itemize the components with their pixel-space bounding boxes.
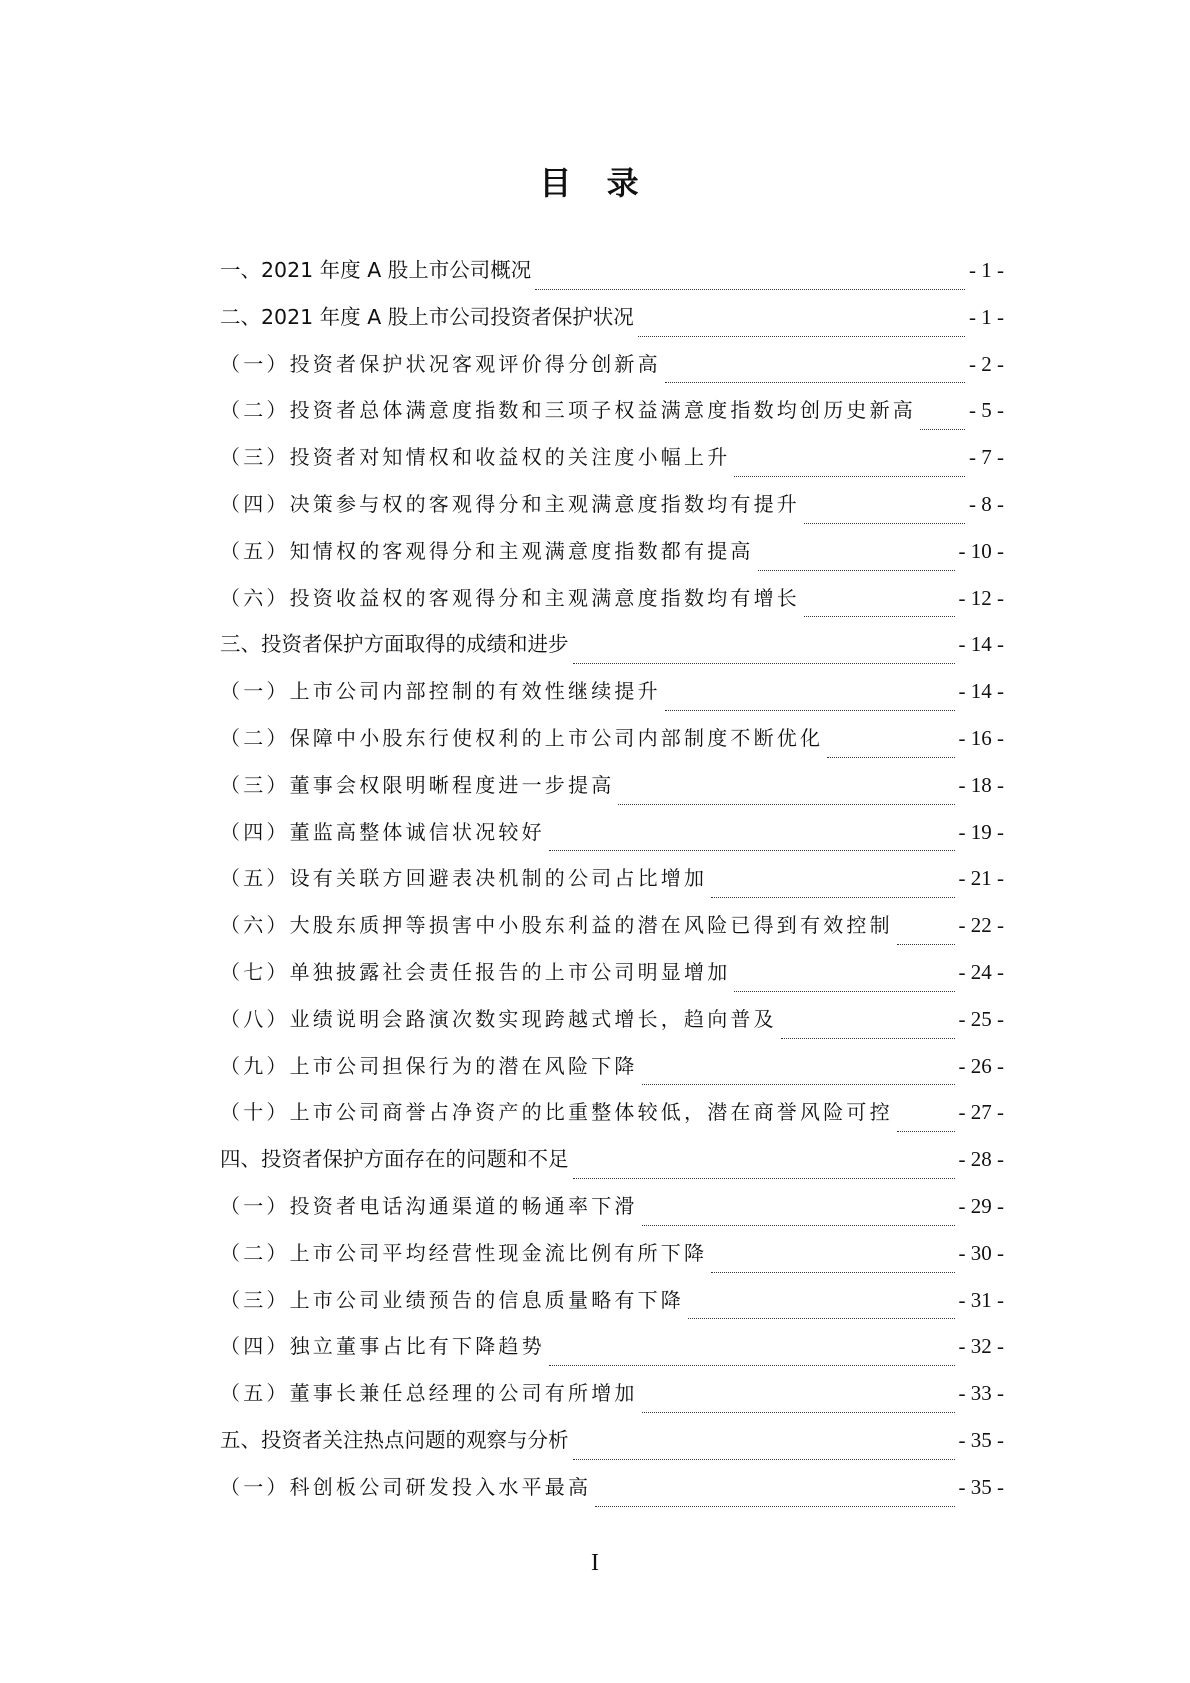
toc-dot-leader	[642, 1225, 955, 1226]
toc-entry-label: （一）科创板公司研发投入水平最高	[220, 1474, 592, 1499]
toc-entry[interactable]	[220, 483, 1004, 530]
toc-entry-page-number: - 19 -	[958, 819, 1004, 844]
toc-entry[interactable]	[220, 1419, 1004, 1466]
toc-dot-leader	[535, 289, 965, 290]
table-of-contents	[220, 249, 1004, 1513]
toc-entry-page-number: - 26 -	[958, 1053, 1004, 1078]
toc-dot-leader	[804, 523, 965, 524]
toc-entry-label: （五）知情权的客观得分和主观满意度指数都有提高	[220, 538, 754, 563]
toc-dot-leader	[781, 1038, 955, 1039]
toc-entry[interactable]	[220, 764, 1004, 811]
toc-entry-label: （九）上市公司担保行为的潜在风险下降	[220, 1053, 638, 1078]
page-title: 目 录	[539, 164, 651, 202]
toc-entry-label: （六）大股东质押等损害中小股东利益的潜在风险已得到有效控制	[220, 913, 893, 938]
toc-dot-leader	[573, 1459, 955, 1460]
toc-entry-label: （一）上市公司内部控制的有效性继续提升	[220, 679, 661, 704]
toc-entry-page-number: - 10 -	[958, 538, 1004, 563]
toc-entry-page-number: - 35 -	[958, 1427, 1004, 1452]
toc-entry-label: （六）投资收益权的客观得分和主观满意度指数均有增长	[220, 585, 800, 610]
toc-dot-leader	[573, 1178, 955, 1179]
toc-entry[interactable]	[220, 998, 1004, 1045]
toc-entry-page-number: - 31 -	[958, 1287, 1004, 1312]
toc-entry-page-number: - 16 -	[958, 725, 1004, 750]
toc-entry-page-number: - 35 -	[958, 1474, 1004, 1499]
toc-entry[interactable]	[220, 717, 1004, 764]
toc-entry-page-number: - 1 -	[969, 304, 1004, 329]
toc-entry[interactable]	[220, 951, 1004, 998]
toc-entry[interactable]	[220, 1325, 1004, 1372]
toc-entry-label: （五）董事长兼任总经理的公司有所增加	[220, 1381, 638, 1406]
toc-entry-label: （三）投资者对知情权和收益权的关注度小幅上升	[220, 445, 731, 470]
toc-entry-label: 五、投资者关注热点问题的观察与分析	[220, 1427, 569, 1452]
toc-entry[interactable]	[220, 1279, 1004, 1326]
toc-entry[interactable]	[220, 1185, 1004, 1232]
toc-entry-label: （一）投资者电话沟通渠道的畅通率下滑	[220, 1193, 638, 1218]
toc-entry[interactable]	[220, 530, 1004, 577]
toc-dot-leader	[618, 804, 954, 805]
toc-entry-page-number: - 12 -	[958, 585, 1004, 610]
toc-dot-leader	[711, 897, 954, 898]
toc-entry-label: （一）投资者保护状况客观评价得分创新高	[220, 351, 661, 376]
toc-entry-label: （四）独立董事占比有下降趋势	[220, 1334, 545, 1359]
toc-entry[interactable]	[220, 436, 1004, 483]
toc-entry[interactable]	[220, 811, 1004, 858]
toc-entry-label: （三）董事会权限明晰程度进一步提高	[220, 772, 615, 797]
toc-entry-label: （十）上市公司商誉占净资产的比重整体较低，潜在商誉风险可控	[220, 1100, 893, 1125]
toc-dot-leader	[897, 1131, 955, 1132]
toc-dot-leader	[688, 1318, 955, 1319]
toc-entry[interactable]	[220, 623, 1004, 670]
page-number: I	[591, 1550, 599, 1576]
toc-entry[interactable]	[220, 1091, 1004, 1138]
toc-dot-leader	[549, 1365, 955, 1366]
toc-entry-page-number: - 30 -	[958, 1240, 1004, 1265]
toc-dot-leader	[642, 1084, 955, 1085]
toc-entry[interactable]	[220, 343, 1004, 390]
toc-dot-leader	[734, 991, 954, 992]
toc-dot-leader	[897, 944, 955, 945]
toc-entry-label: 三、投资者保护方面取得的成绩和进步	[220, 632, 569, 657]
toc-entry-page-number: - 21 -	[958, 866, 1004, 891]
toc-entry-page-number: - 8 -	[969, 491, 1004, 516]
toc-dot-leader	[595, 1506, 954, 1507]
toc-entry[interactable]	[220, 249, 1004, 296]
toc-entry-label: （八）业绩说明会路演次数实现跨越式增长，趋向普及	[220, 1006, 777, 1031]
toc-entry-label: （二）投资者总体满意度指数和三项子权益满意度指数均创历史新高	[220, 398, 916, 423]
toc-entry-label: （七）单独披露社会责任报告的上市公司明显增加	[220, 959, 731, 984]
toc-dot-leader	[827, 757, 954, 758]
toc-entry[interactable]	[220, 296, 1004, 343]
toc-entry-label: （二）上市公司平均经营性现金流比例有所下降	[220, 1240, 708, 1265]
toc-entry-label: （四）决策参与权的客观得分和主观满意度指数均有提升	[220, 491, 800, 516]
toc-entry-page-number: - 5 -	[969, 398, 1004, 423]
toc-dot-leader	[758, 570, 955, 571]
toc-dot-leader	[665, 710, 955, 711]
toc-entry[interactable]	[220, 577, 1004, 624]
toc-dot-leader	[711, 1272, 954, 1273]
toc-entry-label: 一、2021 年度 A 股上市公司概况	[220, 258, 532, 282]
toc-entry-page-number: - 22 -	[958, 913, 1004, 938]
toc-entry-label: （四）董监高整体诚信状况较好	[220, 819, 545, 844]
toc-entry[interactable]	[220, 1372, 1004, 1419]
toc-entry-label: （二）保障中小股东行使权利的上市公司内部制度不断优化	[220, 725, 824, 750]
toc-dot-leader	[573, 663, 955, 664]
toc-dot-leader	[734, 476, 965, 477]
toc-entry-page-number: - 2 -	[969, 351, 1004, 376]
toc-dot-leader	[665, 382, 965, 383]
toc-dot-leader	[549, 850, 955, 851]
toc-entry-page-number: - 27 -	[958, 1100, 1004, 1125]
toc-entry-label: （五）设有关联方回避表决机制的公司占比增加	[220, 866, 708, 891]
toc-entry-page-number: - 28 -	[958, 1147, 1004, 1172]
toc-entry-page-number: - 25 -	[958, 1006, 1004, 1031]
toc-entry[interactable]	[220, 904, 1004, 951]
toc-entry[interactable]	[220, 389, 1004, 436]
toc-entry[interactable]	[220, 1232, 1004, 1279]
toc-entry-page-number: - 24 -	[958, 959, 1004, 984]
toc-dot-leader	[642, 1412, 955, 1413]
toc-entry-page-number: - 32 -	[958, 1334, 1004, 1359]
toc-dot-leader	[638, 336, 965, 337]
toc-entry-label: （三）上市公司业绩预告的信息质量略有下降	[220, 1287, 684, 1312]
toc-entry-label: 二、2021 年度 A 股上市公司投资者保护状况	[220, 304, 634, 329]
toc-dot-leader	[920, 429, 965, 430]
toc-entry[interactable]	[220, 1045, 1004, 1092]
toc-entry-page-number: - 33 -	[958, 1381, 1004, 1406]
toc-entry-page-number: - 18 -	[958, 772, 1004, 797]
toc-entry-page-number: - 14 -	[958, 632, 1004, 657]
toc-entry-page-number: - 1 -	[969, 258, 1004, 282]
toc-dot-leader	[804, 616, 955, 617]
toc-entry[interactable]	[220, 857, 1004, 904]
toc-entry[interactable]	[220, 1466, 1004, 1513]
toc-entry-page-number: - 7 -	[969, 445, 1004, 470]
toc-entry-page-number: - 29 -	[958, 1193, 1004, 1218]
toc-entry[interactable]	[220, 670, 1004, 717]
toc-entry-label: 四、投资者保护方面存在的问题和不足	[220, 1147, 569, 1172]
toc-entry-page-number: - 14 -	[958, 679, 1004, 704]
toc-entry[interactable]	[220, 1138, 1004, 1185]
